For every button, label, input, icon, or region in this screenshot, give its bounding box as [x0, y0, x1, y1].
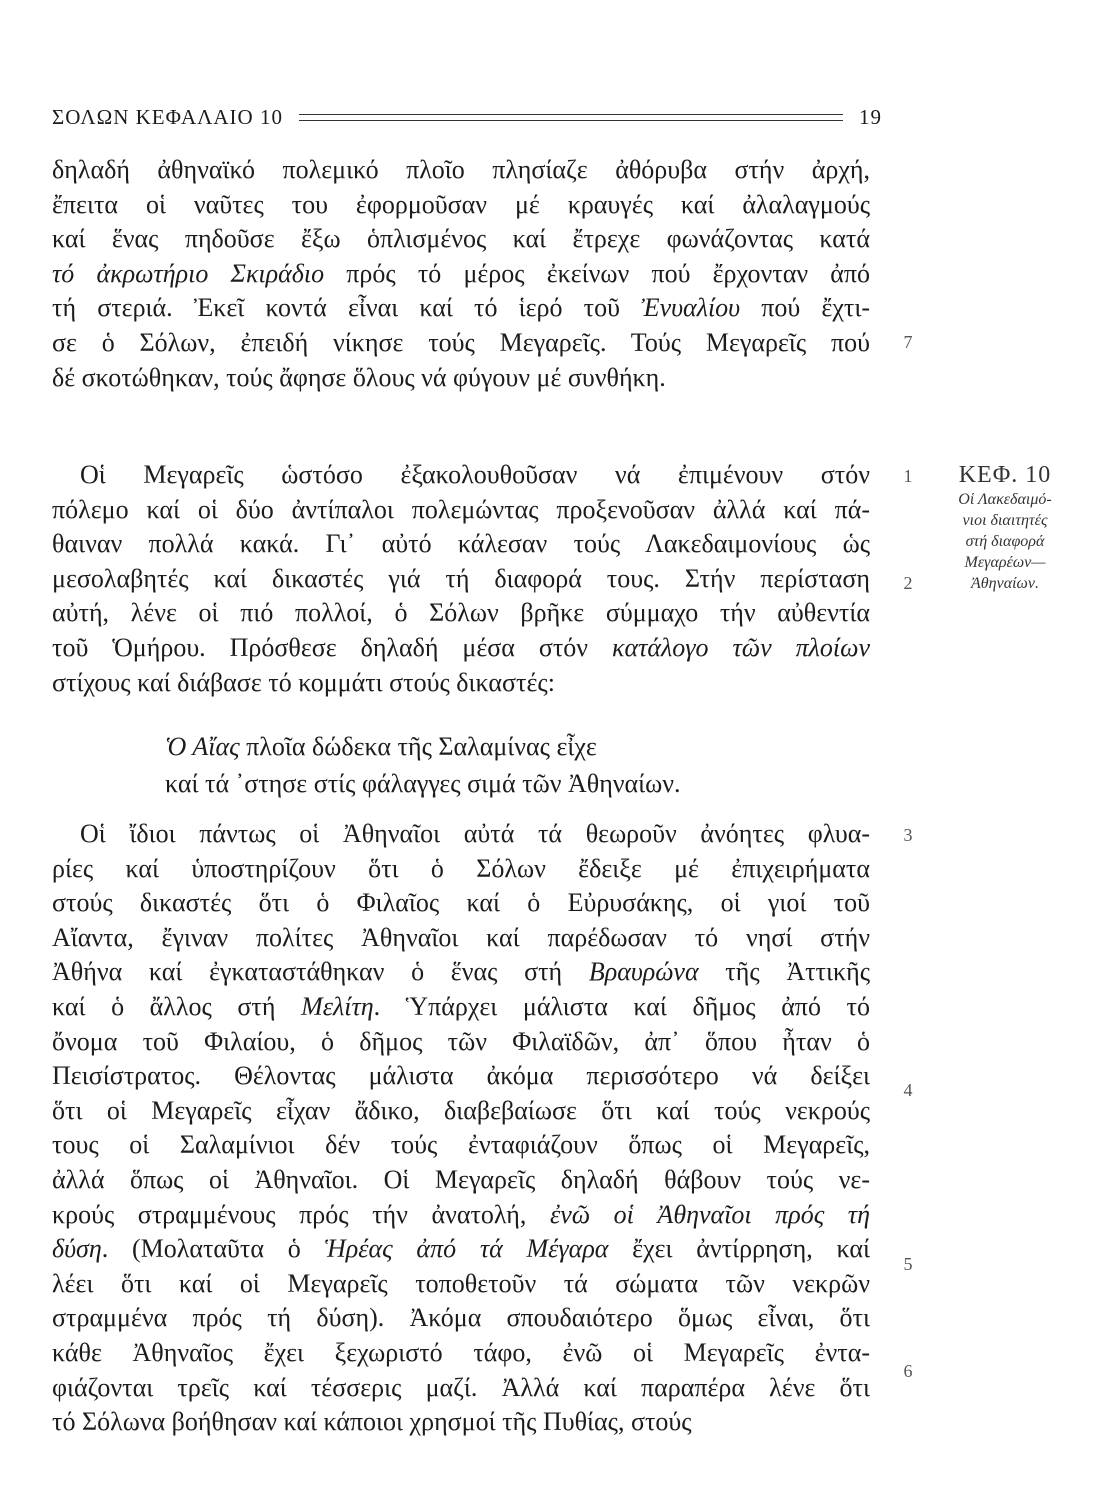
text-line — [52, 1094, 870, 1129]
text-run: στίχους καί διάβασε τό κομμάτι στούς δικαστές: — [52, 667, 555, 697]
side-note-heading: ΚΕΦ. 10 — [958, 462, 1052, 488]
italic-text: Βραυρώνα — [588, 957, 699, 987]
text-line — [52, 1025, 870, 1060]
side-note-line: στή διαφορά — [965, 533, 1045, 550]
paragraph-1 — [52, 153, 870, 395]
text-run: στραμμένα πρός τή δύση). Ἀκόμα σπουδαιότερο ὅμως εἶναι, ὅτι — [52, 1303, 870, 1333]
text-run: στούς δικαστές ὅτι ὁ Φιλαῖος καί ὁ Εὐρυσάκης, οἱ γιοί τοῦ — [52, 888, 870, 918]
text-line — [52, 326, 870, 361]
text-line — [52, 921, 870, 956]
italic-text: Ὁ Αἴας — [165, 732, 240, 761]
running-title: ΣΟΛΩΝ ΚΕΦΑΛΑΙΟ 10 — [52, 104, 283, 129]
text-run: πλοῖα δώδεκα τῆς Σαλαμίνας εἶχε — [239, 732, 597, 761]
text-line — [52, 1059, 870, 1094]
text-run: λέει ὅτι καί οἱ Μεγαρεῖς τοποθετοῦν τά σώματα τῶν νεκρῶν — [52, 1268, 870, 1298]
page-number: 19 — [859, 104, 882, 129]
italic-text: τό ἀκρωτήριο Σκιράδιο — [52, 258, 325, 288]
text-run: ὄνομα τοῦ Φιλαίου, ὁ δῆμος τῶν Φιλαϊδῶν, ἀπ᾿ ὅπου ἦταν ὁ — [52, 1026, 870, 1056]
text-run: τους οἱ Σαλαμίνιοι δέν τούς ἐνταφιάζουν ὅπως οἱ Μεγαρεῖς, — [52, 1130, 870, 1160]
margin-number: 6 — [903, 1361, 913, 1381]
margin-number: 3 — [903, 825, 913, 845]
text-run: Αἴαντα, ἔγιναν πολίτες Ἀθηναῖοι καί παρέδωσαν τό νησί στήν — [52, 922, 870, 952]
text-run: αὐτή, λένε οἱ πιό πολλοί, ὁ Σόλων βρῆκε σύμμαχο τήν αὐθεντία — [52, 598, 870, 628]
running-header — [52, 100, 882, 134]
side-note-line: Ἀθηναίων. — [971, 575, 1039, 592]
text-run: πού ἔχτι- — [740, 293, 870, 323]
text-run: δηλαδή ἀθηναϊκό πολεμικό πλοῖο πλησίαζε ἀθόρυβα στήν ἀρχή, — [52, 155, 870, 184]
text-run: τό Σόλωνα βοήθησαν καί κάποιοι χρησμοί τῆς Πυθίας, στούς — [52, 1407, 692, 1437]
text-line — [165, 728, 681, 765]
text-run: φιάζονται τρεῖς καί τέσσερις μαζί. Ἀλλά καί παραπέρα λένε ὅτι — [52, 1372, 870, 1402]
text-run: ὅτι οἱ Μεγαρεῖς εἶχαν ἄδικο, διαβεβαίωσε ὅτι καί τούς νεκρούς — [52, 1095, 870, 1125]
text-line — [52, 1232, 870, 1267]
text-line — [165, 765, 681, 802]
text-line — [52, 1301, 870, 1336]
margin-number: 4 — [903, 1080, 913, 1100]
text-line — [52, 1336, 870, 1371]
header-double-rule — [299, 114, 843, 121]
text-line — [52, 361, 870, 396]
italic-text: Μελίτη — [301, 991, 374, 1021]
text-run: ἔχει ἀντίρρηση, καί — [608, 1234, 870, 1264]
text-line — [52, 222, 870, 257]
text-run: Οἱ ἴδιοι πάντως οἱ Ἀθηναῖοι αὐτά τά θεωροῦν ἀνόητες φλυα- — [80, 819, 870, 848]
text-run: πρός τό μέρος ἐκείνων πού ἔρχονταν ἀπό — [324, 258, 870, 288]
text-run: πόλεμο καί οἱ δύο ἀντίπαλοι πολεμώντας προξενοῦσαν ἀλλά καί πά- — [52, 494, 870, 524]
text-run: Πεισίστρατος. Θέλοντας μάλιστα ἀκόμα περισσότερο νά δείξει — [52, 1061, 870, 1091]
text-line — [52, 817, 870, 852]
side-note-line: Οἱ Λακεδαιμό- — [958, 491, 1052, 508]
text-run: τή στεριά. Ἐκεῖ κοντά εἶναι καί τό ἱερό τοῦ — [52, 293, 642, 323]
text-run: σε ὁ Σόλων, ἐπειδή νίκησε τούς Μεγαρεῖς. Τούς Μεγαρεῖς πού — [52, 327, 870, 357]
text-line — [52, 1405, 870, 1440]
text-run: τοῦ Ὁμήρου. Πρόσθεσε δηλαδή μέσα στόν — [52, 632, 612, 662]
text-line — [52, 631, 870, 666]
text-run: ρίες καί ὑποστηρίζουν ὅτι ὁ Σόλων ἔδειξε μέ ἐπιχειρήματα — [52, 853, 870, 883]
text-line — [52, 1163, 870, 1198]
text-line — [52, 1128, 870, 1163]
text-line — [52, 153, 870, 188]
margin-number: 7 — [903, 332, 913, 352]
text-run: τῆς Ἀττικῆς — [698, 957, 870, 987]
text-line — [52, 1198, 870, 1233]
text-line — [52, 990, 870, 1025]
paragraph-2 — [52, 458, 870, 700]
italic-text: Ἡρέας ἀπό τά Μέγαρα — [324, 1234, 609, 1264]
text-line — [52, 188, 870, 223]
italic-text: δύση — [52, 1234, 102, 1264]
text-run: Ἀθήνα καί ἐγκαταστάθηκαν ὁ ἕνας στή — [52, 957, 589, 987]
text-line — [52, 1267, 870, 1302]
text-line — [52, 458, 870, 493]
text-run: ἀλλά ὅπως οἱ Ἀθηναῖοι. Οἱ Μεγαρεῖς δηλαδή θάβουν τούς νε- — [52, 1164, 870, 1194]
margin-number: 5 — [903, 1254, 913, 1274]
text-run: . (Μολαταῦτα ὁ — [101, 1234, 325, 1264]
side-note-line: νιοι διαιτητές — [962, 512, 1048, 529]
text-line — [52, 596, 870, 631]
text-run: Οἱ Μεγαρεῖς ὡστόσο ἐξακολουθοῦσαν νά ἐπιμένουν στόν — [80, 460, 870, 489]
text-line — [52, 291, 870, 326]
paragraph-3 — [52, 817, 870, 1440]
text-line — [52, 257, 870, 292]
text-run: καί τά ᾿στησε στίς φάλαγγες σιμά τῶν Ἀθηναίων. — [165, 769, 681, 798]
text-line — [52, 955, 870, 990]
verse-quotation — [165, 728, 681, 802]
side-note — [930, 462, 1080, 594]
text-run: καί ὁ ἄλλος στή — [52, 991, 302, 1021]
text-run: κάθε Ἀθηναῖος ἔχει ξεχωριστό τάφο, ἐνῶ οἱ Μεγαρεῖς ἐντα- — [52, 1337, 870, 1367]
text-line — [52, 886, 870, 921]
text-run: θαιναν πολλά κακά. Γι᾿ αὐτό κάλεσαν τούς Λακεδαιμονίους ὡς — [52, 529, 870, 559]
text-run: . Ὑπάρχει μάλιστα καί δῆμος ἀπό τό — [373, 991, 870, 1021]
italic-text: Ἐνυαλίου — [641, 293, 741, 323]
text-line — [52, 1371, 870, 1406]
side-note-line: Μεγαρέων— — [964, 554, 1046, 571]
text-line — [52, 852, 870, 887]
text-line — [52, 562, 870, 597]
italic-text: κατάλογο τῶν πλοίων — [611, 632, 870, 662]
text-run: καί ἕνας πηδοῦσε ἔξω ὁπλισμένος καί ἔτρεχε φωνάζοντας κατά — [52, 224, 870, 254]
italic-text: ἐνῶ οἱ Ἀθηναῖοι πρός τή — [549, 1199, 870, 1229]
margin-number: 1 — [903, 466, 913, 486]
text-line — [52, 527, 870, 562]
margin-number: 2 — [903, 573, 913, 593]
text-run: ἔπειτα οἱ ναῦτες του ἐφορμοῦσαν μέ κραυγές καί ἀλαλαγμούς — [52, 189, 870, 219]
text-run: κρούς στραμμένους πρός τήν ἀνατολή, — [52, 1199, 550, 1229]
text-run: δέ σκοτώθηκαν, τούς ἄφησε ὅλους νά φύγουν μέ συνθήκη. — [52, 362, 666, 392]
text-line — [52, 666, 870, 701]
text-run: μεσολαβητές καί δικαστές γιά τή διαφορά τους. Στήν περίσταση — [52, 563, 870, 593]
text-line — [52, 493, 870, 528]
